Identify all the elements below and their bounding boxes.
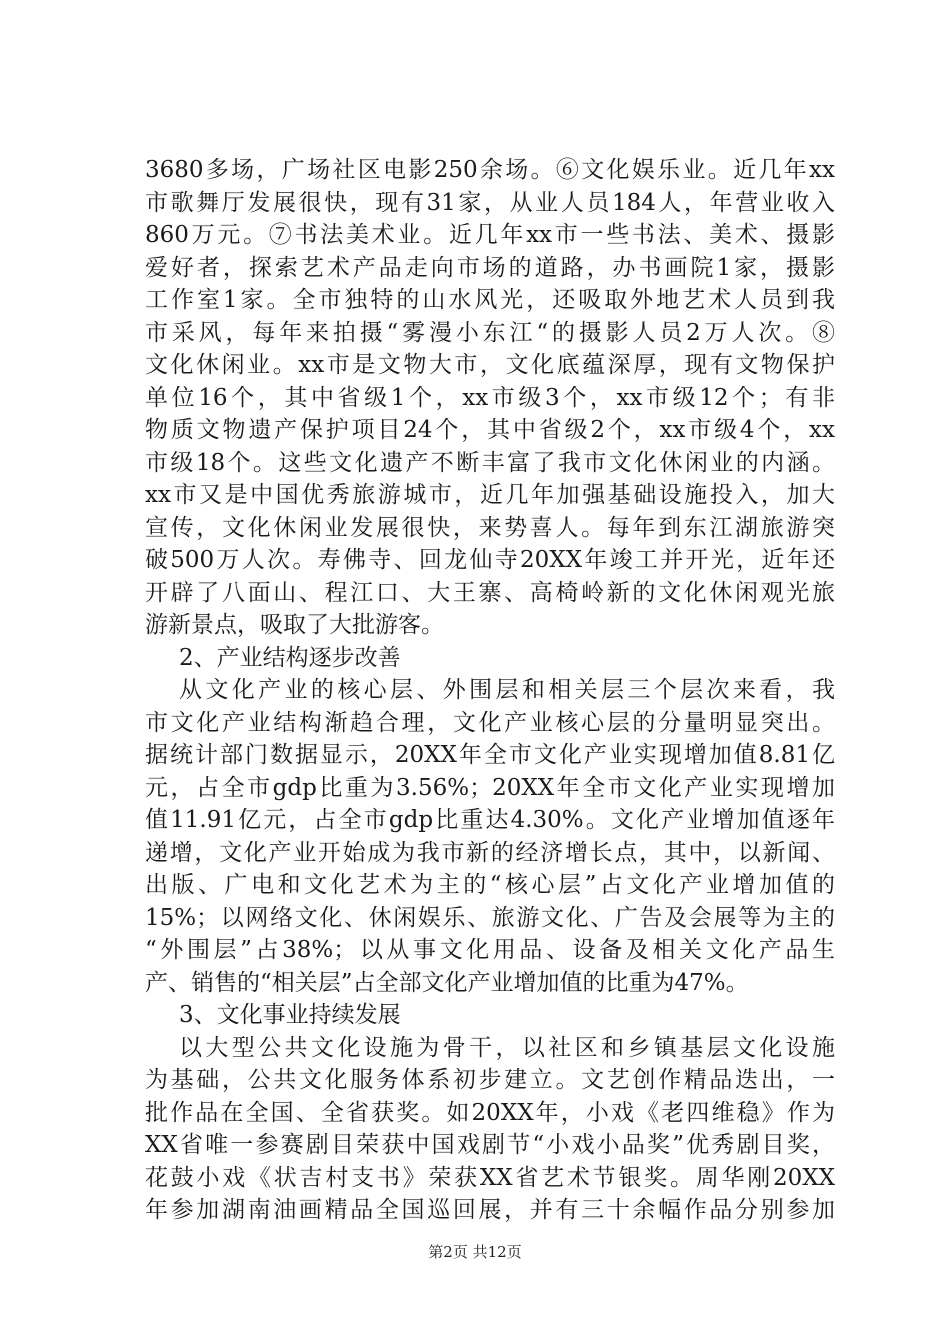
text-line: 以大型公共文化设施为骨干，以社区和乡镇基层文化设施 bbox=[179, 1034, 835, 1061]
text-line: 元，占全市gdp比重为3.56%；20XX年全市文化产业实现增加 bbox=[145, 774, 835, 801]
text-line: 批作品在全国、全省获奖。如20XX年，小戏《老四维稳》作为 bbox=[145, 1099, 835, 1126]
text-line: 2、产业结构逐步改善 bbox=[179, 644, 401, 671]
text-line: 宣传，文化休闲业发展很快，来势喜人。每年到东江湖旅游突 bbox=[145, 514, 835, 541]
text-line: 3、文化事业持续发展 bbox=[179, 1002, 401, 1028]
text-line: 据统计部门数据显示，20XX年全市文化产业实现增加值8.81亿 bbox=[145, 742, 835, 768]
text-line: 市文化产业结构渐趋合理，文化产业核心层的分量明显突出。 bbox=[145, 709, 835, 736]
text-line: 市级18个。这些文化遗产不断丰富了我市文化休闲业的内涵。 bbox=[145, 449, 835, 476]
text-line: 市采风，每年来拍摄“雾漫小东江“的摄影人员2万人次。⑧ bbox=[145, 319, 835, 346]
text-line: 游新景点，吸取了大批游客。 bbox=[145, 612, 444, 638]
text-line: xx市又是中国优秀旅游城市，近几年加强基础设施投入，加大 bbox=[145, 482, 835, 508]
text-line: 860万元。⑦书法美术业。近几年xx市一些书法、美术、摄影 bbox=[145, 222, 835, 248]
text-line: 15%；以网络文化、休闲娱乐、旅游文化、广告及会展等为主的 bbox=[145, 904, 835, 931]
text-line: 年参加湖南油画精品全国巡回展，并有三十余幅作品分别参加 bbox=[145, 1197, 835, 1223]
text-line: 从文化产业的核心层、外围层和相关层三个层次来看，我 bbox=[179, 677, 835, 703]
text-line: 开辟了八面山、程江口、大王寨、高椅岭新的文化休闲观光旅 bbox=[145, 579, 835, 606]
text-line: 单位16个，其中省级1个，xx市级3个，xx市级12个；有非 bbox=[145, 384, 835, 411]
text-line: 花鼓小戏《状吉村支书》荣获XX省艺术节银奖。周华刚20XX bbox=[145, 1164, 835, 1191]
page-number-footer: 第2页 共12页 bbox=[428, 1243, 522, 1261]
text-line: 递增，文化产业开始成为我市新的经济增长点，其中，以新闻、 bbox=[145, 839, 835, 866]
body-text bbox=[145, 154, 835, 1227]
text-line: 为基础，公共文化服务体系初步建立。文艺创作精品迭出，一 bbox=[145, 1067, 835, 1093]
text-line: 3680多场，广场社区电影250余场。⑥文化娱乐业。近几年xx bbox=[145, 157, 835, 183]
text-line: 市歌舞厅发展很快，现有31家，从业人员184人，年营业收入 bbox=[145, 189, 835, 216]
text-line: XX省唯一参赛剧目荣获中国戏剧节“小戏小品奖”优秀剧目奖， bbox=[145, 1132, 835, 1158]
text-line: 值11.91亿元，占全市gdp比重达4.30%。文化产业增加值逐年 bbox=[145, 807, 835, 833]
text-line: 文化休闲业。xx市是文物大市，文化底蕴深厚，现有文物保护 bbox=[145, 352, 835, 378]
text-line: “外围层”占38%；以从事文化用品、设备及相关文化产品生 bbox=[145, 937, 835, 963]
text-line: 物质文物遗产保护项目24个，其中省级2个，xx市级4个，xx bbox=[145, 417, 835, 443]
text-line: 破500万人次。寿佛寺、回龙仙寺20XX年竣工并开光，近年还 bbox=[145, 547, 835, 573]
text-line: 产、销售的“相关层”占全部文化产业增加值的比重为47%。 bbox=[145, 969, 749, 996]
text-line: 出版、广电和文化艺术为主的“核心层”占文化产业增加值的 bbox=[145, 872, 835, 898]
text-line: 工作室1家。全市独特的山水风光，还吸取外地艺术人员到我 bbox=[145, 287, 835, 313]
text-line: 爱好者，探索艺术产品走向市场的道路，办书画院1家，摄影 bbox=[145, 254, 835, 281]
